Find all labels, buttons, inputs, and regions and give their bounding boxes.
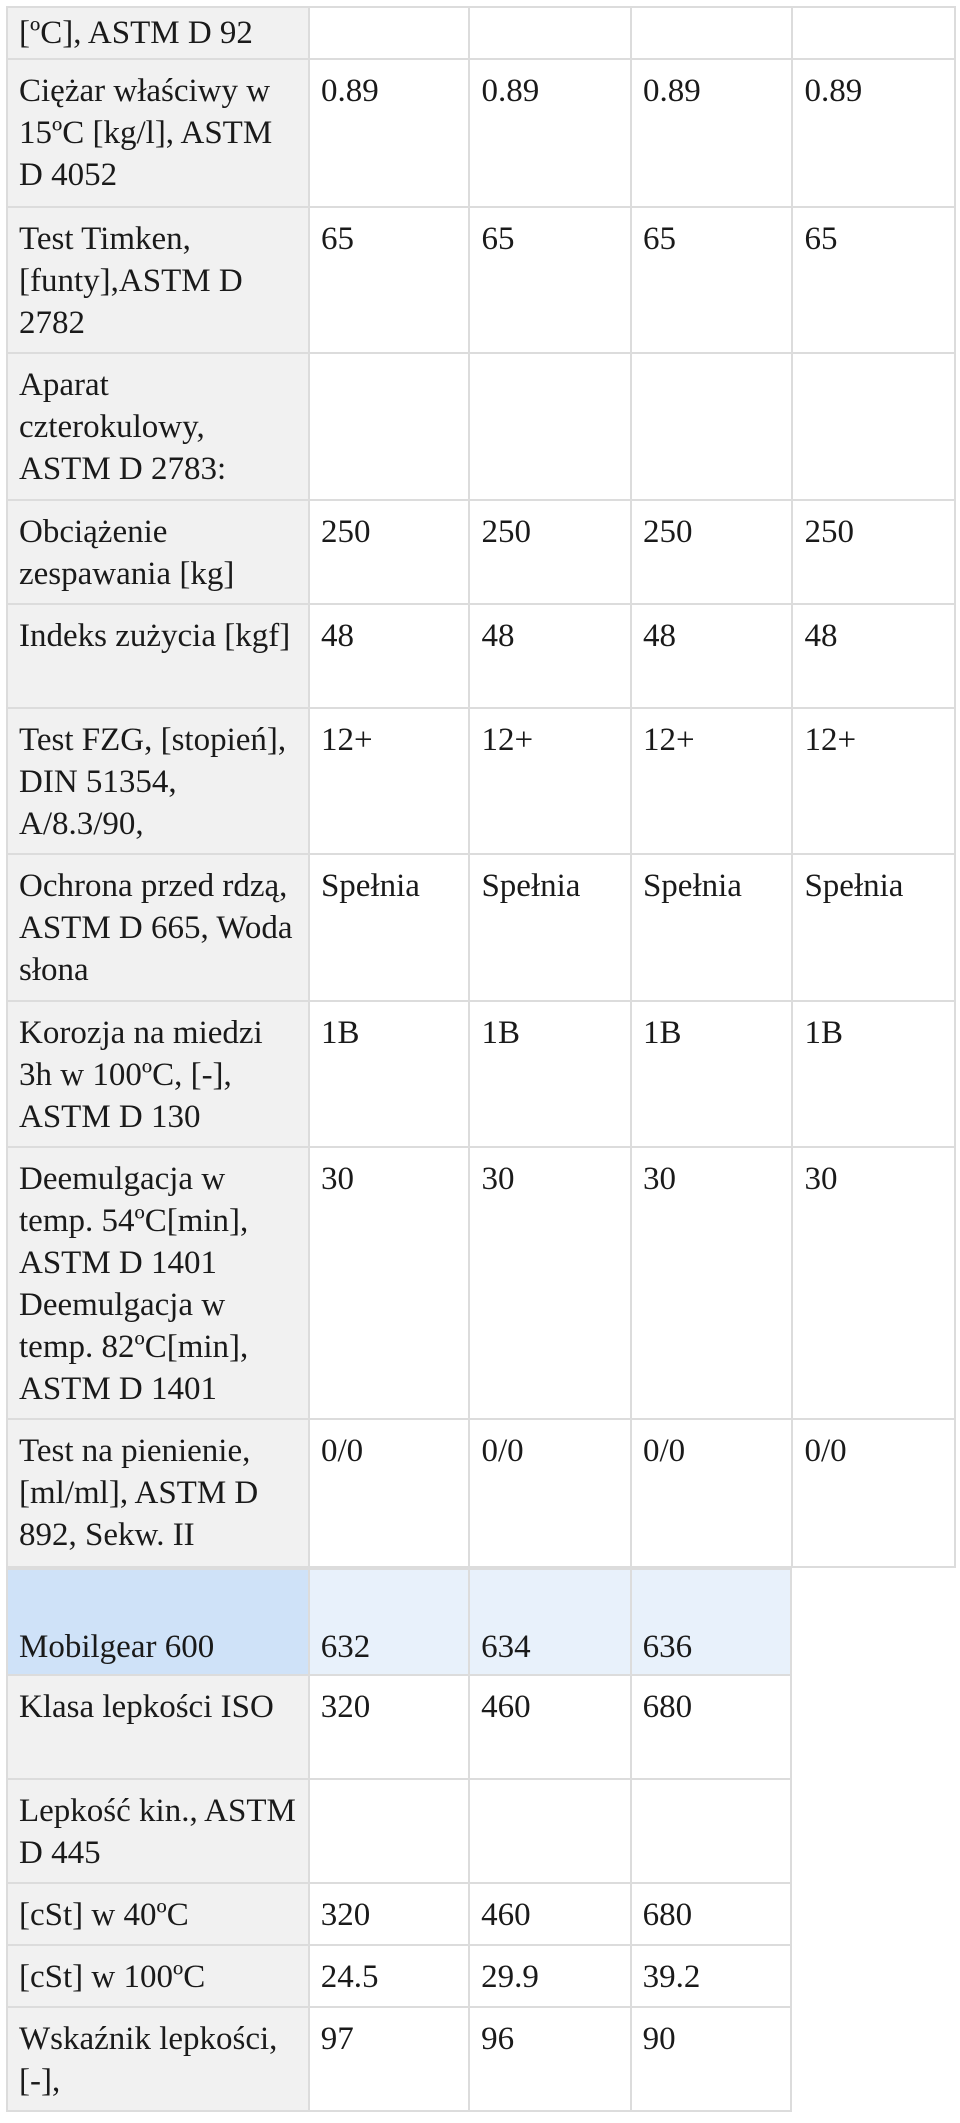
cell-value: 30 [469,1147,631,1419]
cell-value: 250 [792,500,955,604]
grade-header: 632 [309,1569,469,1675]
cell-value [469,7,631,59]
cell-value: 12+ [792,708,955,854]
row-label: Test na pienienie, [ml/ml], ASTM D 892, Sekw. II [7,1419,309,1567]
cell-value: 250 [309,500,470,604]
grade-header: 634 [469,1569,630,1675]
table-row [7,604,955,708]
product-series-label: Mobilgear 600 [7,1569,309,1675]
cell-value [631,1779,791,1883]
row-label: Test FZG, [stopień], DIN 51354, A/8.3/90, [7,708,309,854]
row-label: [cSt] w 100ºC [7,1945,309,2007]
cell-value [792,7,955,59]
cell-value: 320 [309,1883,469,1945]
cell-value [309,1779,469,1883]
grade-header: 636 [631,1569,791,1675]
document-page [6,6,956,2112]
table-row [7,59,955,207]
cell-value: 250 [469,500,631,604]
cell-value [469,1779,630,1883]
row-label: Indeks zużycia [kgf] [7,604,309,708]
cell-value: 680 [631,1883,791,1945]
cell-value: 680 [631,1675,791,1779]
table-row [7,1945,791,2007]
cell-value: 65 [309,207,470,353]
cell-value: 90 [631,2007,791,2111]
table-row [7,7,955,59]
row-label: [cSt] w 40ºC [7,1883,309,1945]
cell-value: Spełnia [469,854,631,1001]
table-row [7,2007,791,2111]
table-row [7,1147,955,1419]
cell-value: 12+ [469,708,631,854]
cell-value: 30 [792,1147,955,1419]
cell-value: 320 [309,1675,469,1779]
cell-value: 0/0 [469,1419,631,1567]
cell-value: 1B [792,1001,955,1147]
cell-value: 250 [631,500,793,604]
cell-value: Spełnia [631,854,793,1001]
cell-value: 39.2 [631,1945,791,2007]
cell-value: 97 [309,2007,469,2111]
table-row [7,500,955,604]
table-row [7,1883,791,1945]
table-row [7,353,955,500]
cell-value: 29.9 [469,1945,630,2007]
cell-value: 48 [469,604,631,708]
row-label: Lepkość kin., ASTM D 445 [7,1779,309,1883]
cell-value: 0/0 [309,1419,470,1567]
row-label: Wskaźnik lepkości, [-], [7,2007,309,2111]
cell-value: 12+ [309,708,470,854]
cell-value: 0.89 [792,59,955,207]
cell-value: 48 [792,604,955,708]
cell-value: 1B [631,1001,793,1147]
cell-value: 48 [631,604,793,708]
row-label: Ochrona przed rdzą, ASTM D 665, Woda słona [7,854,309,1001]
row-label: Aparat czterokulowy, ASTM D 2783: [7,353,309,500]
row-label: Obciążenie zespawania [kg] [7,500,309,604]
cell-value [631,7,793,59]
cell-value: 65 [631,207,793,353]
table-row [7,1419,955,1567]
row-label: Klasa lepkości ISO [7,1675,309,1779]
cell-value: Spełnia [309,854,470,1001]
viscosity-table [6,1568,792,2112]
cell-value: 24.5 [309,1945,469,2007]
table-row [7,1675,791,1779]
cell-value: Spełnia [792,854,955,1001]
cell-value: 460 [469,1675,630,1779]
table-row [7,1001,955,1147]
cell-value: 0.89 [631,59,793,207]
cell-value: 1B [309,1001,470,1147]
table-row [7,708,955,854]
table-row [7,854,955,1001]
cell-value: 0/0 [792,1419,955,1567]
cell-value: 1B [469,1001,631,1147]
cell-value: 30 [631,1147,793,1419]
cell-value [309,353,470,500]
cell-value: 96 [469,2007,630,2111]
cell-value: 65 [469,207,631,353]
row-label: Ciężar właściwy w 15ºC [kg/l], ASTM D 4052 [7,59,309,207]
table-row [7,1779,791,1883]
cell-value: 0.89 [309,59,470,207]
cell-value: 30 [309,1147,470,1419]
table-header-row [7,1569,791,1675]
cell-value: 65 [792,207,955,353]
row-label: Deemulgacja w temp. 54ºC[min], ASTM D 1401 Deemulgacja w temp. 82ºC[min], ASTM D 1401 [7,1147,309,1419]
cell-value [792,353,955,500]
cell-value: 12+ [631,708,793,854]
row-label: [ºC], ASTM D 92 [7,7,309,59]
row-label: Korozja na miedzi 3h w 100ºC, [-], ASTM D 130 [7,1001,309,1147]
properties-table [6,6,956,1568]
table-row [7,207,955,353]
cell-value [469,353,631,500]
cell-value: 0.89 [469,59,631,207]
row-label: Test Timken, [funty],ASTM D 2782 [7,207,309,353]
cell-value [309,7,470,59]
cell-value: 48 [309,604,470,708]
cell-value: 0/0 [631,1419,793,1567]
cell-value [631,353,793,500]
cell-value: 460 [469,1883,630,1945]
